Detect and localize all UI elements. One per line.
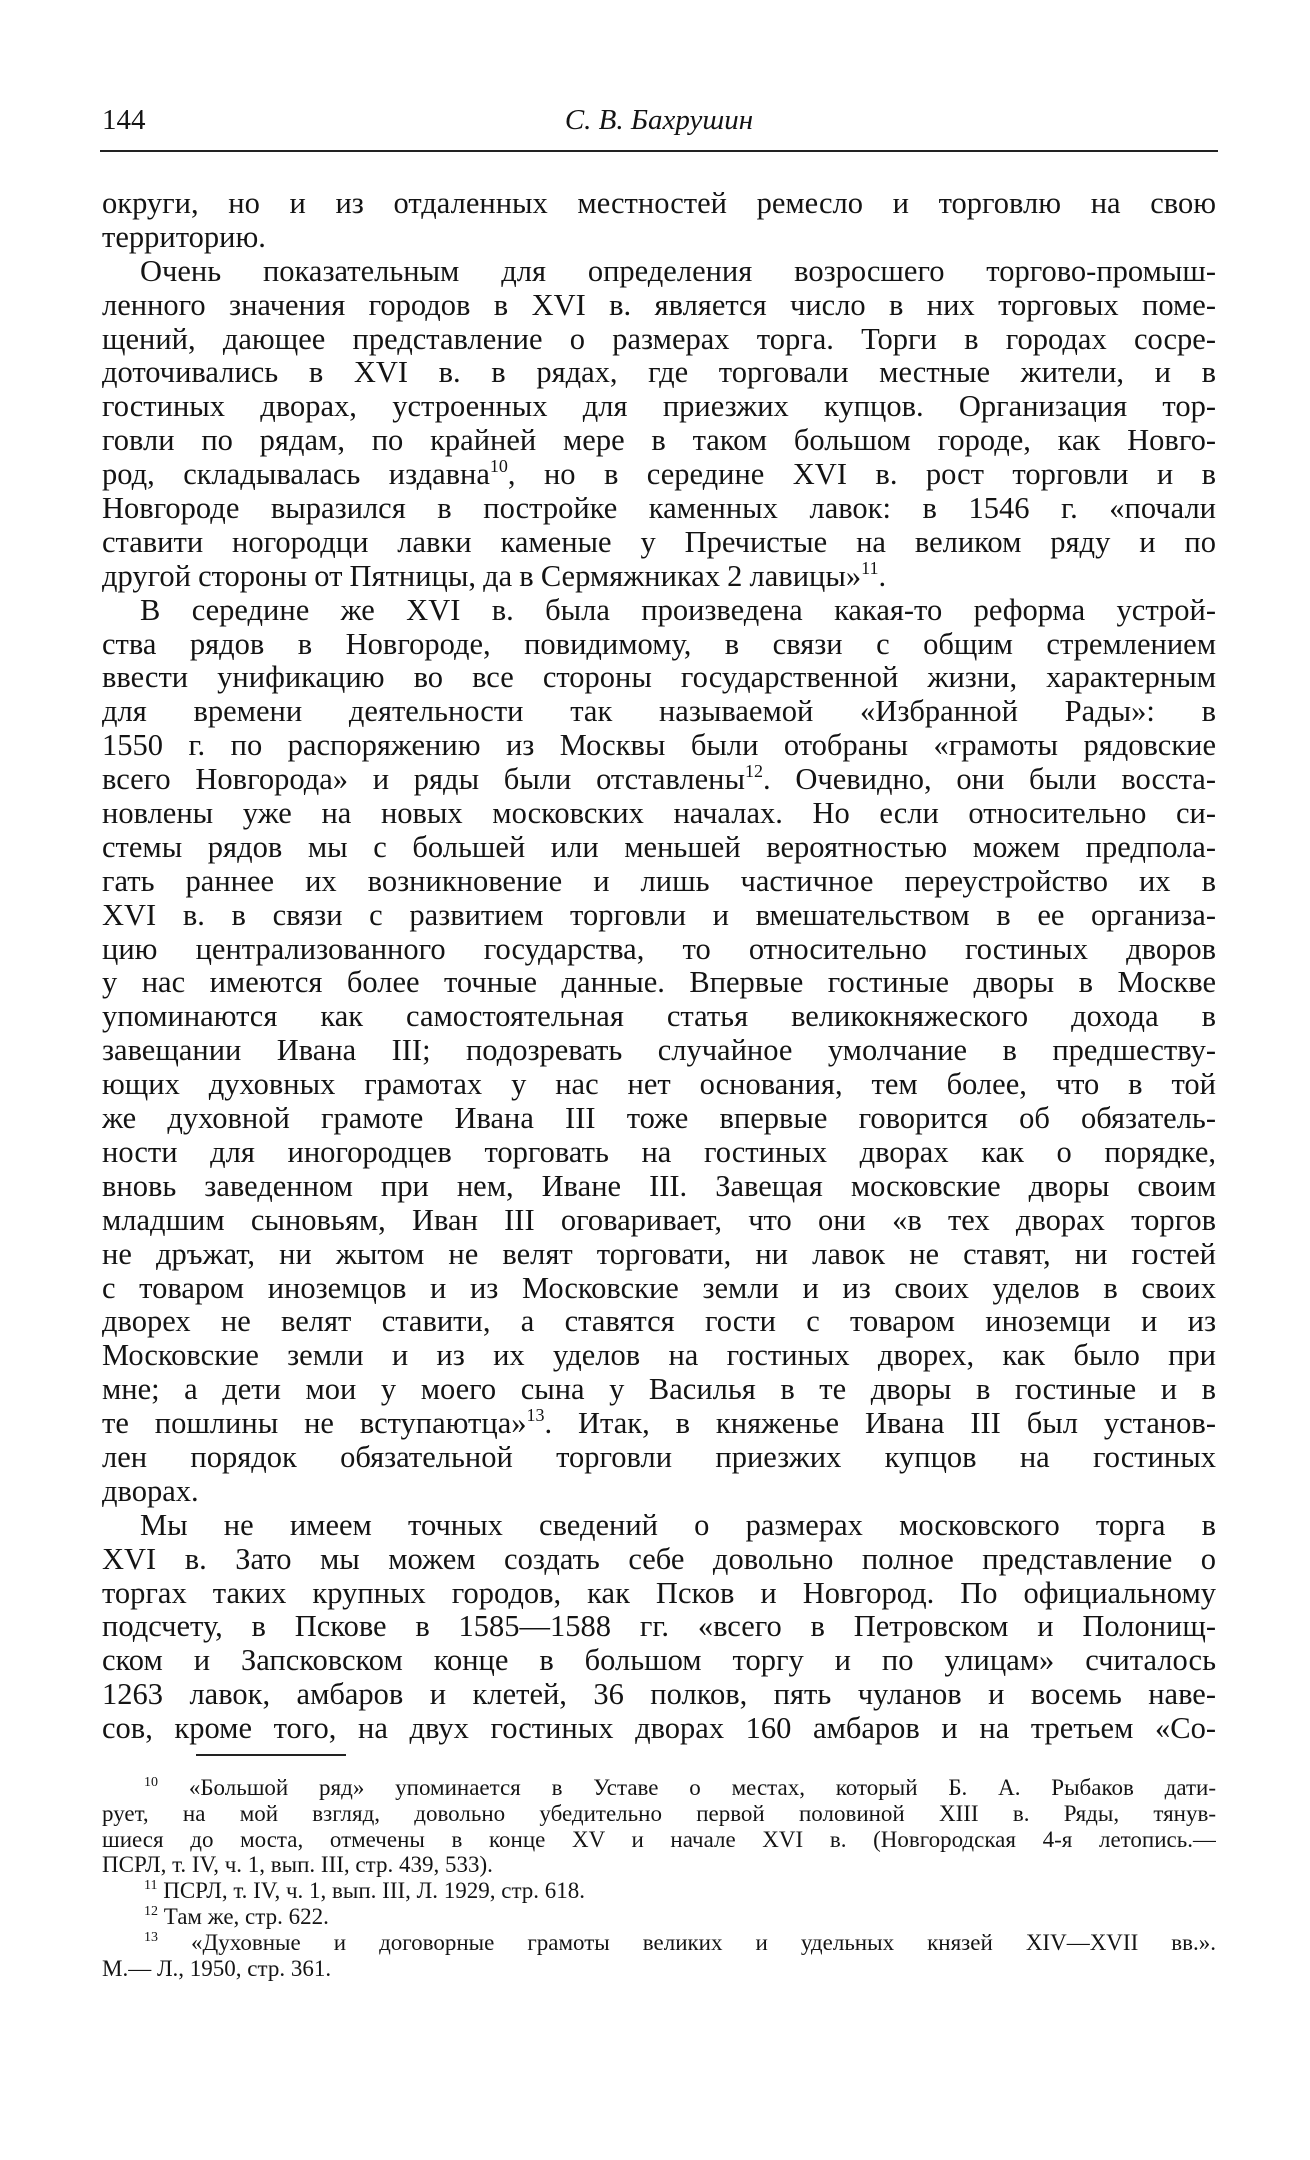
footnote-line	[102, 1801, 1216, 1827]
text-line	[102, 661, 1216, 695]
footnote-number: 12	[144, 1903, 158, 1919]
line-text: дворах.	[102, 1474, 199, 1508]
line-text: стемы рядов мы с большей или меньшей вероятностью можем предпола-	[102, 830, 1216, 864]
page-header	[102, 104, 1216, 148]
line-text: подсчету, в Пскове в 1585—1588 гг. «всего в Петровском и Полонищ-	[102, 1610, 1216, 1644]
line-text: ющих духовных грамотах у нас нет основания, тем более, что в той	[102, 1068, 1216, 1102]
footnotes	[102, 1775, 1216, 1981]
line-text: младшим сыновьям, Иван III оговаривает, что они «в тех дворах торгов	[102, 1203, 1216, 1237]
line-text: гостиных дворах, устроенных для приезжих купцов. Организация тор-	[102, 390, 1216, 424]
footnote-rule	[196, 1754, 346, 1756]
line-text: . Итак, в княженье Ивана III был установ-	[544, 1407, 1216, 1441]
text-line	[102, 1136, 1216, 1170]
text-line	[102, 1407, 1216, 1441]
line-text: другой стороны от Пятницы, да в Сермяжниках 2 лавицы»	[102, 559, 862, 593]
line-text: ввести унификацию во все стороны государственной жизни, характерным	[102, 661, 1216, 695]
text-line	[102, 1339, 1216, 1373]
text-line	[102, 865, 1216, 899]
text-line	[102, 1102, 1216, 1136]
line-text: территорию.	[102, 220, 266, 254]
footnote-line	[102, 1852, 1216, 1878]
text-line	[102, 424, 1216, 458]
footnote-marker: 12	[744, 763, 763, 782]
text-line	[102, 187, 1216, 221]
line-text: Мы не имеем точных сведений о размерах московского торга в	[140, 1508, 1216, 1542]
text-line	[102, 1000, 1216, 1034]
text-line	[102, 1272, 1216, 1306]
text-line	[102, 933, 1216, 967]
line-text: завещании Ивана III; подозревать случайное умолчание в предшеству-	[102, 1034, 1216, 1068]
footnote-line	[102, 1904, 1216, 1930]
text-line	[102, 594, 1216, 628]
text-line	[102, 1170, 1216, 1204]
running-title: С. В. Бахрушин	[564, 104, 754, 136]
text-line	[102, 255, 1216, 289]
line-text: щений, дающее представление о размерах торга. Торги в городах сосре-	[102, 322, 1216, 356]
line-text: ности для иногородцев торговать на гостиных дворах как о порядке,	[102, 1135, 1216, 1169]
footnote-text: «Большой ряд» упоминается в Уставе о местах, который Б. А. Рыбаков дати-	[158, 1775, 1216, 1800]
line-text: не дръжат, ни жытом не велят торговати, ни лавок не ставят, ни гостей	[102, 1237, 1216, 1271]
footnote-number: 10	[144, 1775, 158, 1790]
footnote-number: 11	[144, 1878, 158, 1894]
line-text: дворех не велят ставити, а ставятся гости с товаром иноземци и из	[102, 1305, 1216, 1339]
footnote-text: рует, на мой взгляд, довольно убедительно первой половиной XIII в. Ряды, тянув-	[102, 1800, 1216, 1826]
text-line	[102, 899, 1216, 933]
line-text: округи, но и из отдаленных местностей ремесло и торговлю на свою	[102, 187, 1216, 220]
line-text: ленного значения городов в XVI в. является число в них торговых поме-	[102, 288, 1216, 322]
footnote-text: «Духовные и договорные грамоты великих и удельных князей XIV—XVII вв.».	[158, 1929, 1216, 1955]
line-text: Новгороде выразился в постройке каменных лавок: в 1546 г. «почали	[102, 492, 1216, 526]
line-text: .	[878, 559, 887, 593]
line-text: 1263 лавок, амбаров и клетей, 36 полков, пять чуланов и восемь наве-	[102, 1678, 1216, 1712]
line-text: те пошлины не вступаютца»	[102, 1407, 527, 1441]
text-line	[102, 1204, 1216, 1238]
text-line	[102, 831, 1216, 865]
text-line	[102, 1373, 1216, 1407]
text-line	[102, 1305, 1216, 1339]
text-line	[102, 1068, 1216, 1102]
text-line	[102, 1678, 1216, 1712]
line-text: говли по рядам, по крайней мере в таком большом городе, как Новго-	[102, 424, 1216, 458]
line-text: доточивались в XVI в. в рядах, где торговали местные жители, и в	[102, 356, 1216, 390]
text-line	[102, 356, 1216, 390]
text-line	[102, 560, 1216, 594]
text-line	[102, 526, 1216, 560]
line-text: 1550 г. по распоряжению из Москвы были отобраны «грамоты рядовские	[102, 729, 1216, 763]
text-line	[102, 1610, 1216, 1644]
header-rule	[100, 150, 1218, 152]
text-line	[102, 1509, 1216, 1543]
text-line	[102, 323, 1216, 357]
line-text: же духовной грамоте Ивана III тоже впервые говорится об обязатель-	[102, 1102, 1216, 1136]
line-text: у нас имеются более точные данные. Впервые гостиные дворы в Москве	[102, 966, 1216, 1000]
line-text: ставити ногородци лавки каменые у Пречистые на великом ряду и по	[102, 525, 1216, 559]
text-line	[102, 628, 1216, 662]
text-line	[102, 289, 1216, 323]
footnote-number: 13	[144, 1929, 158, 1945]
line-text: В середине же XVI в. была произведена какая-то реформа устрой-	[140, 593, 1216, 627]
text-line	[102, 1712, 1216, 1746]
text-line	[102, 1644, 1216, 1678]
text-line	[102, 1577, 1216, 1611]
text-line	[102, 797, 1216, 831]
line-text: вновь заведенном при нем, Иване III. Завещая московские дворы своим	[102, 1169, 1216, 1203]
line-text: сов, кроме того, на двух гостиных дворах 160 амбаров и на третьем «Со-	[102, 1712, 1216, 1746]
line-text: , но в середине XVI в. рост торговли и в	[507, 458, 1216, 492]
text-line	[102, 966, 1216, 1000]
text-line	[102, 1034, 1216, 1068]
line-text: мне; а дети мои у моего сына у Василья в те дворы в гостиные и в	[102, 1373, 1216, 1407]
line-text: всего Новгорода» и ряды были отставлены	[102, 763, 745, 797]
footnote-marker: 13	[526, 1407, 545, 1426]
line-text: с товаром иноземцов и из Московские земли и из своих уделов в своих	[102, 1271, 1216, 1305]
main-text	[102, 187, 1216, 1746]
text-line	[102, 221, 1216, 255]
text-line	[102, 390, 1216, 424]
line-text: Московские земли и из их уделов на гостиных дворех, как было при	[102, 1339, 1216, 1373]
footnote-line	[102, 1930, 1216, 1956]
line-text: . Очевидно, они были восста-	[762, 763, 1216, 797]
text-line	[102, 695, 1216, 729]
text-line	[102, 729, 1216, 763]
text-line	[102, 1475, 1216, 1509]
footnote-text: ПСРЛ, т. IV, ч. 1, вып. III, стр. 439, 533).	[102, 1852, 493, 1878]
line-text: XVI в. Зато мы можем создать себе довольно полное представление о	[102, 1542, 1216, 1576]
footnote-line	[102, 1775, 1216, 1801]
footnote-text: Там же, стр. 622.	[158, 1903, 329, 1929]
page-number: 144	[102, 104, 146, 136]
line-text: лен порядок обязательной торговли приезжих купцов на гостиных	[102, 1440, 1216, 1474]
text-line	[102, 1441, 1216, 1475]
footnote-marker: 10	[489, 458, 508, 477]
line-text: для времени деятельности так называемой «Избранной Рады»: в	[102, 695, 1216, 729]
footnote-text: ПСРЛ, т. IV, ч. 1, вып. III, Л. 1929, стр. 618.	[157, 1878, 586, 1904]
footnote-marker: 11	[861, 559, 879, 578]
footnote-text: М.— Л., 1950, стр. 361.	[102, 1955, 332, 1981]
text-line	[102, 1238, 1216, 1272]
line-text: цию централизованного государства, то относительно гостиных дворов	[102, 932, 1216, 966]
text-line	[102, 763, 1216, 797]
text-line	[102, 1543, 1216, 1577]
text-line	[102, 492, 1216, 526]
footnote-line	[102, 1878, 1216, 1904]
footnote-line	[102, 1827, 1216, 1853]
line-text: XVI в. в связи с развитием торговли и вмешательством в ее организа-	[102, 898, 1216, 932]
line-text: торгах таких крупных городов, как Псков и Новгород. По официальному	[102, 1576, 1216, 1610]
text-line	[102, 458, 1216, 492]
line-text: Очень показательным для определения возросшего торгово-промыш-	[140, 254, 1216, 288]
footnote-text: шиеся до моста, отмечены в конце XV и начале XVI в. (Новгородская 4-я летопись.—	[102, 1826, 1216, 1852]
line-text: ском и Запсковском конце в большом торгу и по улицам» считалось	[102, 1644, 1216, 1678]
line-text: упоминаются как самостоятельная статья великокняжеского дохода в	[102, 1000, 1216, 1034]
footnote-line	[102, 1956, 1216, 1982]
line-text: гать раннее их возникновение и лишь частичное переустройство их в	[102, 864, 1216, 898]
line-text: новлены уже на новых московских началах. Но если относительно си-	[102, 797, 1216, 831]
line-text: род, складывалась издавна	[102, 458, 490, 492]
line-text: ства рядов в Новгороде, повидимому, в связи с общим стремлением	[102, 627, 1216, 661]
